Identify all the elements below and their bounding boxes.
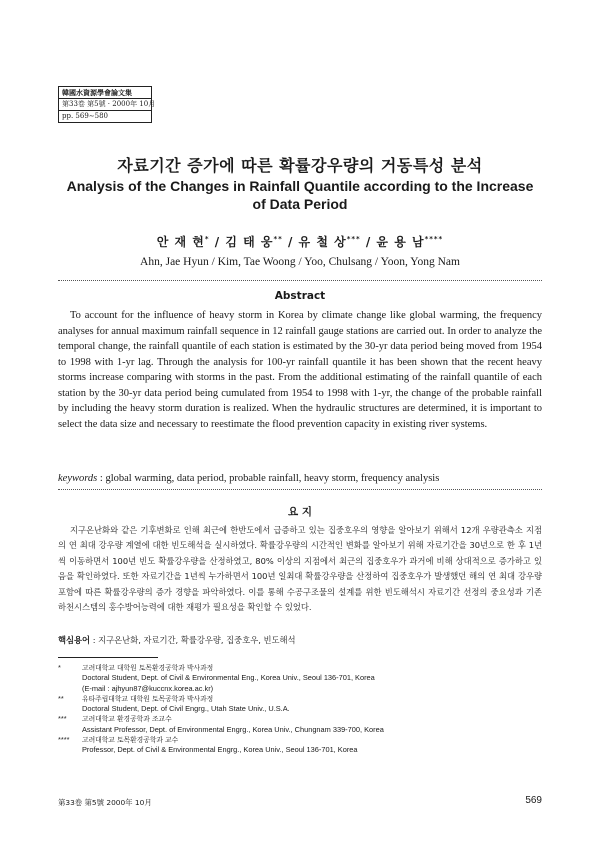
footnote-rule	[58, 657, 158, 658]
footnote-affiliation-ko: 고려대학교 환경공학과 조교수	[82, 715, 172, 724]
author-4-mark: ****	[424, 235, 444, 243]
footnote-affiliation-en: Doctoral Student, Dept. of Civil Engrg., Utah State Univ., U.S.A.	[82, 704, 290, 714]
footnote-3	[58, 714, 542, 735]
divider-top	[58, 280, 542, 281]
footnote-2	[58, 694, 542, 715]
journal-name: 韓國水資源學會論文集	[62, 88, 132, 97]
author-separator: /	[209, 235, 226, 249]
footer-journal-issue: 第33卷 第5號 2000年 10月	[58, 798, 152, 807]
footnotes	[58, 663, 542, 756]
journal-pages: pp. 569∼580	[59, 110, 151, 122]
author-1: 안 재 현	[156, 235, 205, 249]
keywords-korean-text: : 지구온난화, 자료기간, 확률강우량, 집중호우, 빈도해석	[90, 635, 296, 645]
keywords-korean-line	[58, 633, 542, 647]
page-number: 569	[525, 795, 542, 806]
authors-korean	[0, 233, 600, 250]
footnote-1	[58, 663, 542, 694]
authors-english: Ahn, Jae Hyun / Kim, Tae Woong / Yoo, Chulsang / Yoon, Yong Nam	[140, 256, 460, 268]
footnote-4	[58, 735, 542, 756]
footnote-mark: **	[58, 693, 64, 703]
footnote-email: (E-mail : ajhyun87@kuccnx.korea.ac.kr)	[82, 683, 214, 693]
author-3-mark: ***	[346, 235, 361, 243]
title-english: Analysis of the Changes in Rainfall Quantile according to the Increase of Data Period	[66, 178, 534, 212]
author-2: 김 태 웅	[225, 235, 274, 249]
footnote-affiliation-en: Assistant Professor, Dept. of Environmental Engrg., Korea Univ., Chungnam 339-700, Korea	[82, 724, 384, 734]
footnote-mark: ****	[58, 735, 70, 745]
author-separator: /	[282, 235, 299, 249]
author-separator: /	[360, 235, 377, 249]
footnote-affiliation-ko: 고려대학교 토목환경공학과 교수	[82, 736, 179, 745]
footnote-affiliation-ko: 유타주립대학교 대학원 토목공학과 박사과정	[82, 694, 214, 703]
footnote-affiliation-en: Doctoral Student, Dept. of Civil & Environmental Eng., Korea Univ., Seoul 136-701, Korea	[82, 673, 375, 683]
keywords-korean-label: 핵심용어	[58, 635, 91, 645]
journal-volume-issue: 第33卷 第5號 · 2000年 10月	[59, 98, 151, 110]
journal-info-box	[58, 86, 156, 123]
keywords-text: : global warming, data period, probable rainfall, heavy storm, frequency analysis	[97, 473, 440, 484]
footnote-affiliation-ko: 고려대학교 대학원 토목환경공학과 박사과정	[82, 664, 214, 672]
footnote-mark: *	[58, 663, 61, 672]
keywords-line	[58, 471, 542, 486]
author-3: 유 철 상	[298, 235, 347, 249]
footnote-affiliation-en: Professor, Dept. of Civil & Environmental Engrg., Korea Univ., Seoul 136-701, Korea	[82, 745, 358, 755]
author-4: 윤 용 남	[376, 235, 425, 249]
abstract-heading: Abstract	[274, 290, 326, 302]
summary-heading: 요 지	[288, 506, 312, 518]
keywords-label: keywords	[58, 473, 98, 484]
divider-middle	[58, 489, 542, 490]
footnote-mark: ***	[58, 714, 67, 724]
author-2-mark: **	[273, 235, 283, 243]
summary-body: 지구온난화와 같은 기후변화로 인해 최근에 한반도에서 급증하고 있는 집중호우의 영향을 알아보기 위해서 12개 우량관측소 지점의 연 최대 강우량 계열에 대한 빈도해석을 실시하였다. 확률강우량의 시간적인 변화를 알아보기 위해 자료기간을 30년으로 한 후 1년씩 이동하면서 100년 빈도 확률강우량을 산정하였고, 80% 이상의 지점에서 최근의 집중호우가 과거에 비해 상대적으로 증가하고 있음을 확인하였다. 또한 자료기간을 1년씩 누가하면서 100년 일최대 확률강우량을 산정하여 집중호우가 발생했던 해의 연 최대 강우량 포함에 따른 확률강우량의 증가 경향을 파악하였다. 이를 통해 수공구조물의 설계를 위한 빈도해석시 자료기간 선정의 중요성과 기존 하천시스템의 홍수방어능력에 대한 재평가 필요성을 확인할 수 있었다.	[58, 525, 542, 613]
title-korean: 자료기간 증가에 따른 확률강우량의 거동특성 분석	[117, 156, 483, 175]
abstract-body: To account for the influence of heavy storm in Korea by climate change like global warming, the frequency analyses for annual maximum rainfall sequence in 12 rainfall gauge stations are carried out. In order to analyze the temporal change, the rainfall quantile of each station is estimated by the 30-yr data period being moved from 1954 to 1998 with 1-yr lag. Through the analysis for 100-yr rainfall quantile it has been shown that the recent heavy storms increase comparing with storms in the past. From the additional estimating of the rainfall quantile of each station by the 30-yr data period being cumulated from 1954 to 1998 with 1-yr, the change of the probable rainfall by including the heavy storm duration is realized. When the hydraulic structures are determined, it is important to select the data size and necessary to reestimate the flood prevention capacity in existing river systems.	[58, 310, 542, 430]
author-1-mark: *	[204, 235, 210, 243]
